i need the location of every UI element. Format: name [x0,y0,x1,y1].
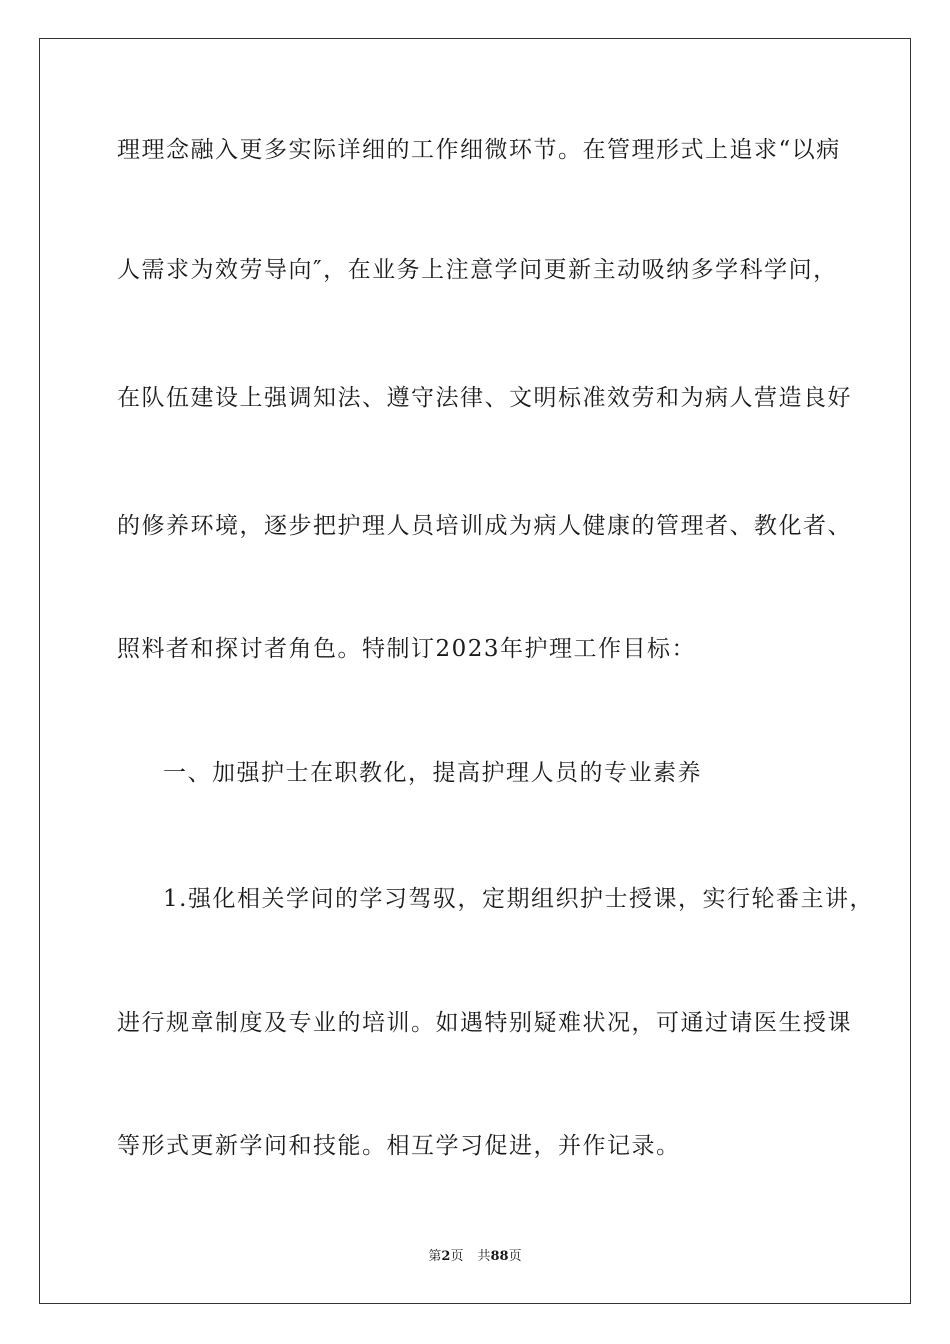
page-number: 2 [441,1249,451,1264]
paragraph-line: 进行规章制度及专业的培训。如遇特别疑难状况，可通过请医生授课 [117,1010,852,1036]
page-footer [0,1248,950,1266]
total-suffix: 页 [508,1249,522,1264]
paragraph-line: 理理念融入更多实际详细的工作细微环节。在管理形式上追求“以病 [117,137,841,163]
total-pages: 88 [490,1249,509,1264]
total-prefix: 共 [477,1249,491,1264]
list-item-line: 1.强化相关学问的学习驾驭，定期组织护士授课，实行轮番主讲， [163,886,874,912]
section-heading: 一、加强护士在职教化，提高护理人员的专业素养 [163,760,702,786]
page-suffix: 页 [450,1249,464,1264]
paragraph-line: 在队伍建设上强调知法、遵守法律、文明标准效劳和为病人营造良好 [117,385,852,411]
page-border [39,38,911,1304]
paragraph-line: 的修养环境，逐步把护理人员培训成为病人健康的管理者、教化者、 [117,513,852,539]
page-prefix: 第 [428,1249,442,1264]
paragraph-line: 人需求为效劳导向″，在业务上注意学问更新主动吸纳多学科学问， [117,257,838,283]
paragraph-line: 等形式更新学问和技能。相互学习促进，并作记录。 [117,1133,681,1159]
paragraph-line: 照料者和探讨者角色。特制订2023年护理工作目标： [117,636,697,662]
